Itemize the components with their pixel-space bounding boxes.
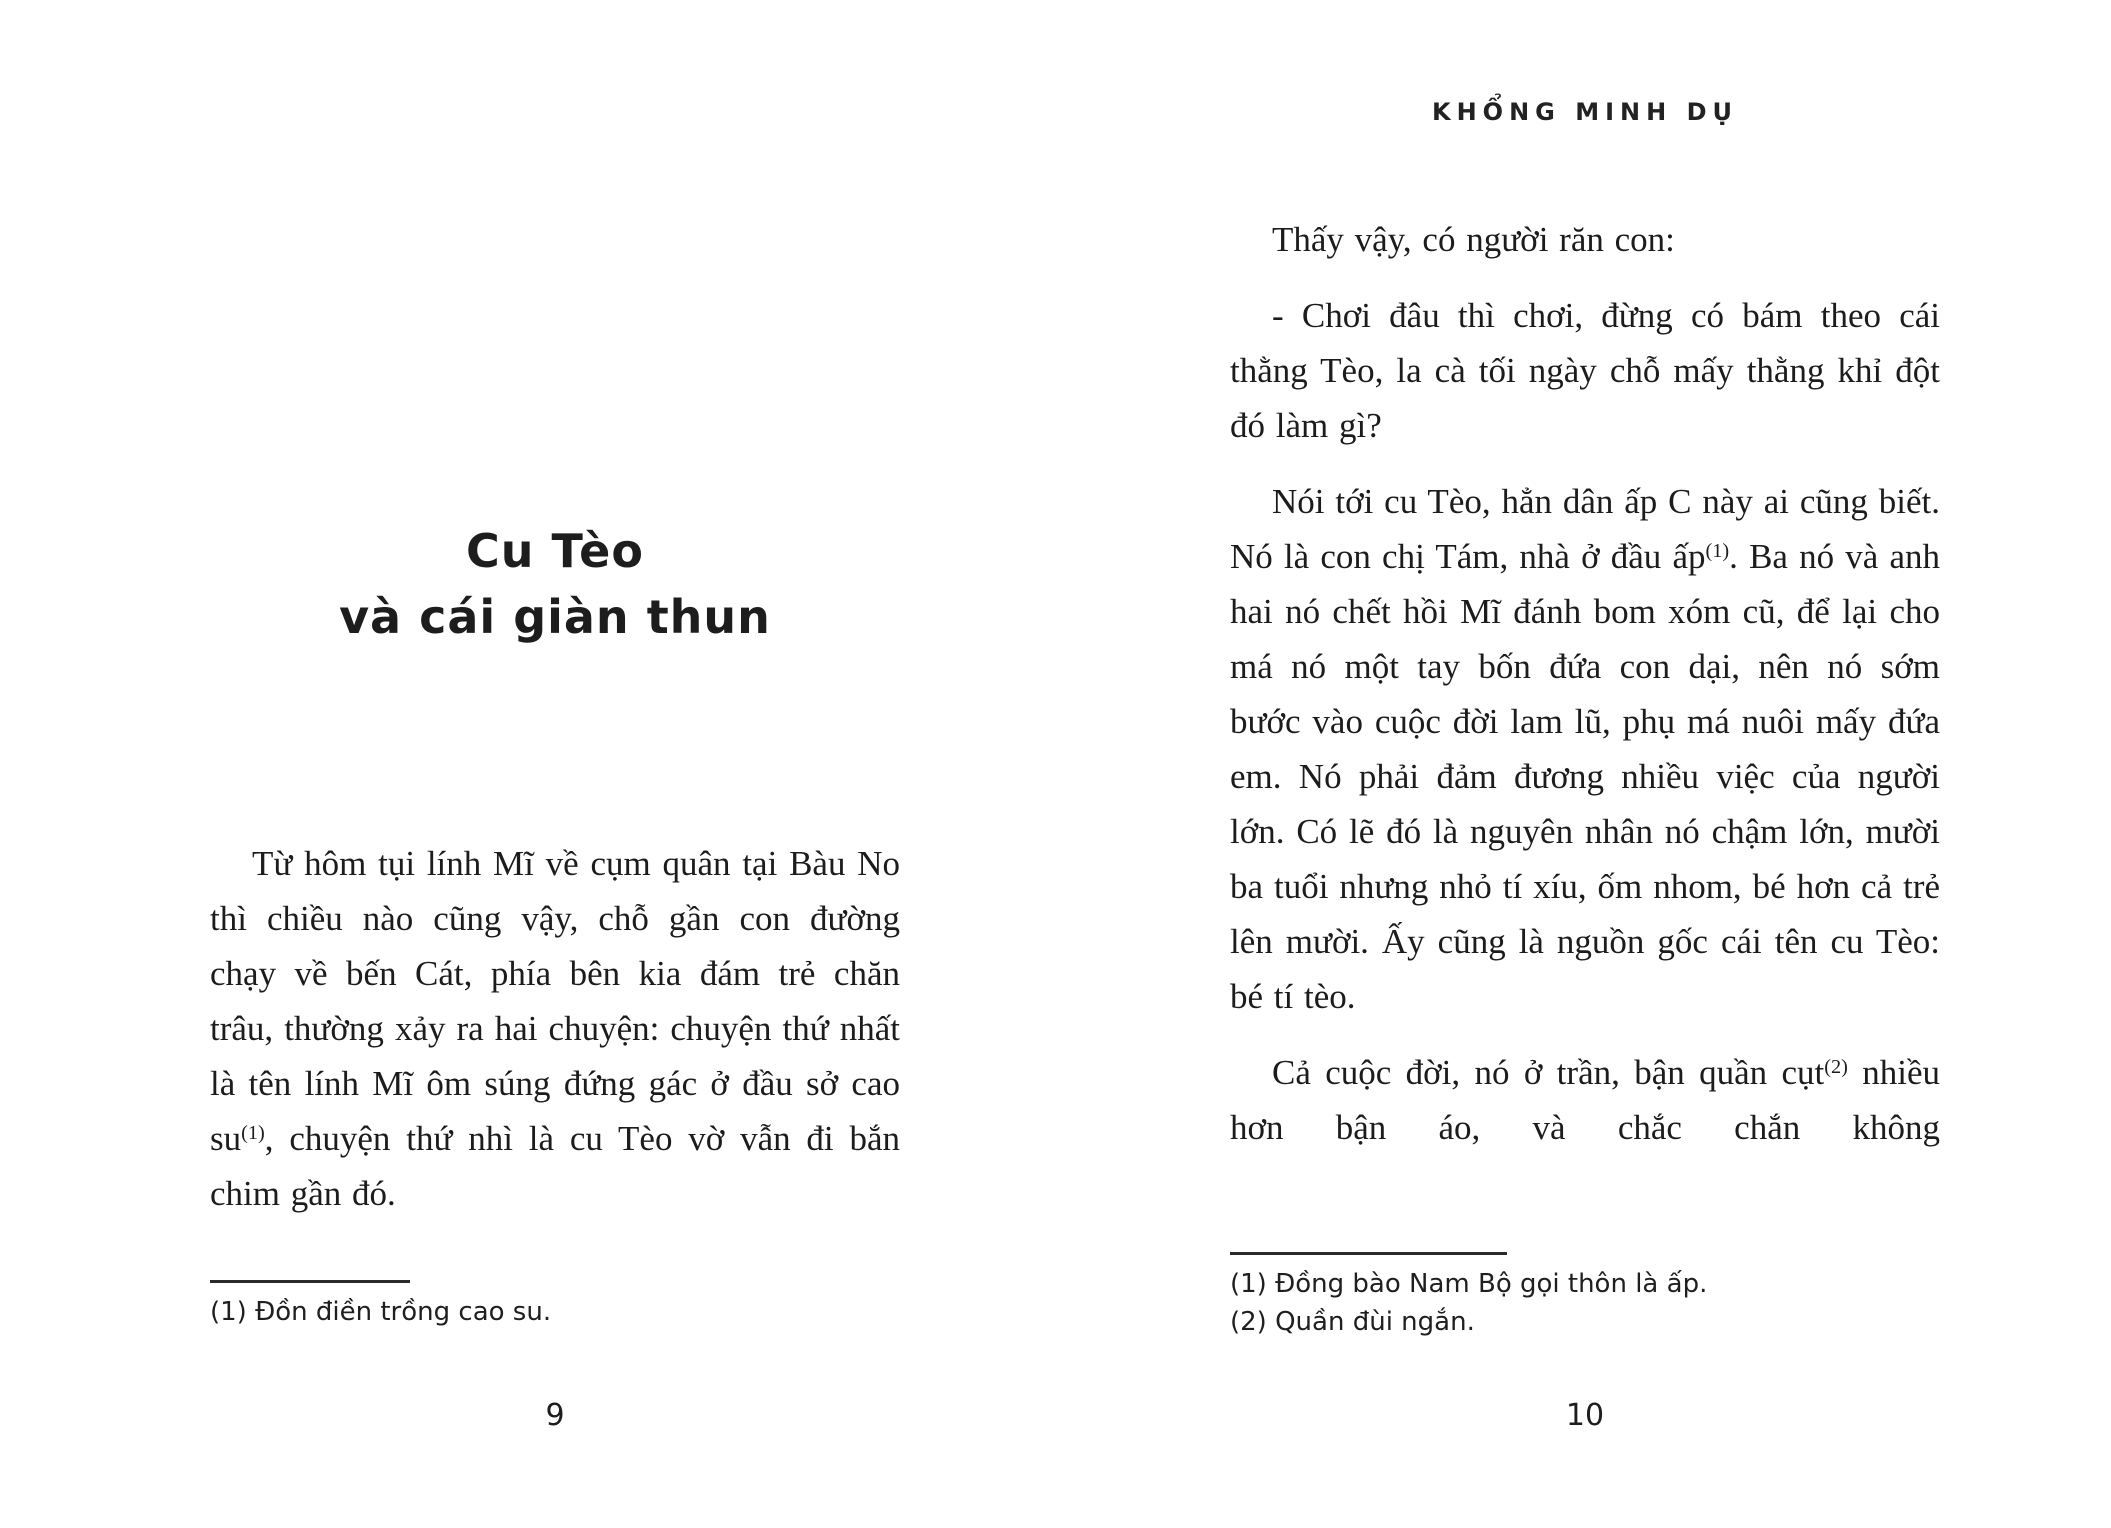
chapter-title xyxy=(210,518,900,650)
right-page xyxy=(1230,0,1940,1528)
right-footnote-block xyxy=(1230,1252,1707,1341)
footnote: (1) Đồng bào Nam Bộ gọi thôn là ấp. xyxy=(1230,1269,1708,1299)
footnote-marker: (2) xyxy=(1824,1055,1848,1078)
left-footnote-block xyxy=(210,1280,551,1331)
running-head: KHỔNG MINH DỤ xyxy=(1432,98,1738,126)
right-page-number: 10 xyxy=(1565,1398,1605,1433)
chapter-title-line2: và cái giàn thun xyxy=(339,590,771,644)
footnote-marker: (1) xyxy=(241,1121,265,1144)
footnote-separator xyxy=(1230,1252,1507,1255)
footnote-marker: (1) xyxy=(1705,539,1730,562)
paragraph: Thấy vậy, có người răn con: xyxy=(1272,220,1675,259)
footnote: (2) Quần đùi ngắn. xyxy=(1230,1307,1475,1337)
paragraph: - Chơi đâu thì chơi, đừng có bám theo cái thằng Tèo, la cà tối ngày chỗ mấy thằng khỉ đột đó làm gì? xyxy=(1230,296,1940,445)
right-page-body xyxy=(1230,212,1940,1176)
paragraph: Cả cuộc đời, nó ở trần, bận quần cụt$^{(2)}$ nhiều hơn bận áo, và chắc chắn không xyxy=(1230,1053,1940,1147)
left-page-body xyxy=(210,836,900,1242)
footnote: (1) Đồn điền trồng cao su. xyxy=(210,1297,552,1327)
paragraph: Nói tới cu Tèo, hẳn dân ấp C này ai cũng biết. Nó là con chị Tám, nhà ở đầu ấp$^{(1)}$. Ba nó và anh hai nó chết hồi Mĩ đánh bom xóm cũ, để lại cho má nó một tay bốn đứa con dại, nên nó sớm bước vào cuộc đời lam lũ, phụ má nuôi mấy đứa em. Nó phải đảm đương nhiều việc của người lớn. Có lẽ đó là nguyên nhân nó chậm lớn, mười ba tuổi nhưng nhỏ tí xíu, ốm nhom, bé hơn cả trẻ lên mười. Ấy cũng là nguồn gốc cái tên cu Tèo: bé tí tèo. xyxy=(1230,482,1941,1016)
chapter-title-line1: Cu Tèo xyxy=(466,524,644,578)
left-page xyxy=(210,0,900,1528)
right-footnotes xyxy=(1230,1265,1707,1341)
footnote-separator xyxy=(210,1280,410,1283)
left-page-number: 9 xyxy=(545,1398,565,1433)
left-footnotes xyxy=(210,1293,551,1331)
paragraph: Từ hôm tụi lính Mĩ về cụm quân tại Bàu No thì chiều nào cũng vậy, chỗ gần con đường chạy về bến Cát, phía bên kia đám trẻ chăn trâu, thường xảy ra hai chuyện: chuyện thứ nhất là tên lính Mĩ ôm súng đứng gác ở đầu sở cao $su^{(1)}$, chuyện thứ nhì là cu Tèo vờ vẫn đi bắn chim gần đó. xyxy=(210,844,900,1213)
